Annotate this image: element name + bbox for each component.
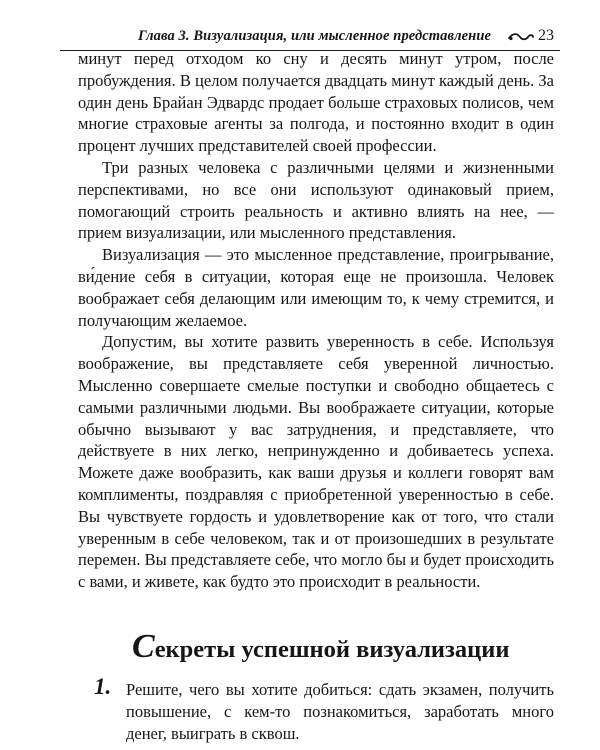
list-item-text: Решите, чего вы хотите добиться: сдать экзамен, получить повышение, с кем-то познакомиться, заработать много денег, выиграть в сквош. [126, 680, 554, 743]
running-title: Глава 3. Визуализация, или мысленное представление [138, 28, 492, 44]
list-item [78, 674, 554, 744]
body-text [78, 48, 554, 593]
paragraph: Визуализация — это мысленное представление, проигрывание, ви́дение себя в ситуации, которая еще не произошла. Человек воображает себя делающим или имеющим то, к чему стремится, и получающим желаемое. [78, 245, 554, 330]
running-header [60, 22, 560, 51]
paragraph: Три разных человека с различными целями и жизненными перспективами, но все они используют одинаковый прием, помогающий строить реальность и активно влиять на нее, — прием визуализации, или мысленного представления. [78, 157, 554, 243]
list-item-number: 1. [94, 674, 112, 699]
paragraph: Допустим, вы хотите развить уверенность в себе. Используя воображение, вы представляете себя уверенной личностью. Мысленно совершаете смелые поступки и свободно общаетесь с самыми различными людьми. Вы воображаете ситуации, которые обычно вызывают у вас затруднения, и представляете, что действуете в них легко, непринужденно и добиваетесь успеха. Можете даже вообразить, как ваши друзья и коллеги говорят вам комплименты, поздравляя с приобретенной уверенностью в себе. Вы чувствуете гордость и удовлетворение как от того, что стали уверенным в себе человеком, так и от произошедших в результате перемен. Вы представляете себе, что могло бы и будет происходить с вами, и живете, как будто это происходит в реальности. [78, 332, 554, 592]
swash-ornament-icon [508, 32, 534, 42]
page-number: 23 [538, 27, 554, 44]
section-heading-initial: С [132, 628, 155, 665]
section-heading [132, 628, 510, 666]
paragraph: минут перед отходом ко сну и десять минут утром, после пробуждения. В целом получается двадцать минут каждый день. За один день Брайан Эдвардс продает больше страховых полисов, чем многие страховые агенты за полгода, и постоянно входит в один процент лучших представителей своей профессии. [78, 49, 554, 156]
section-heading-text: екреты успешной визуализации [154, 636, 510, 663]
